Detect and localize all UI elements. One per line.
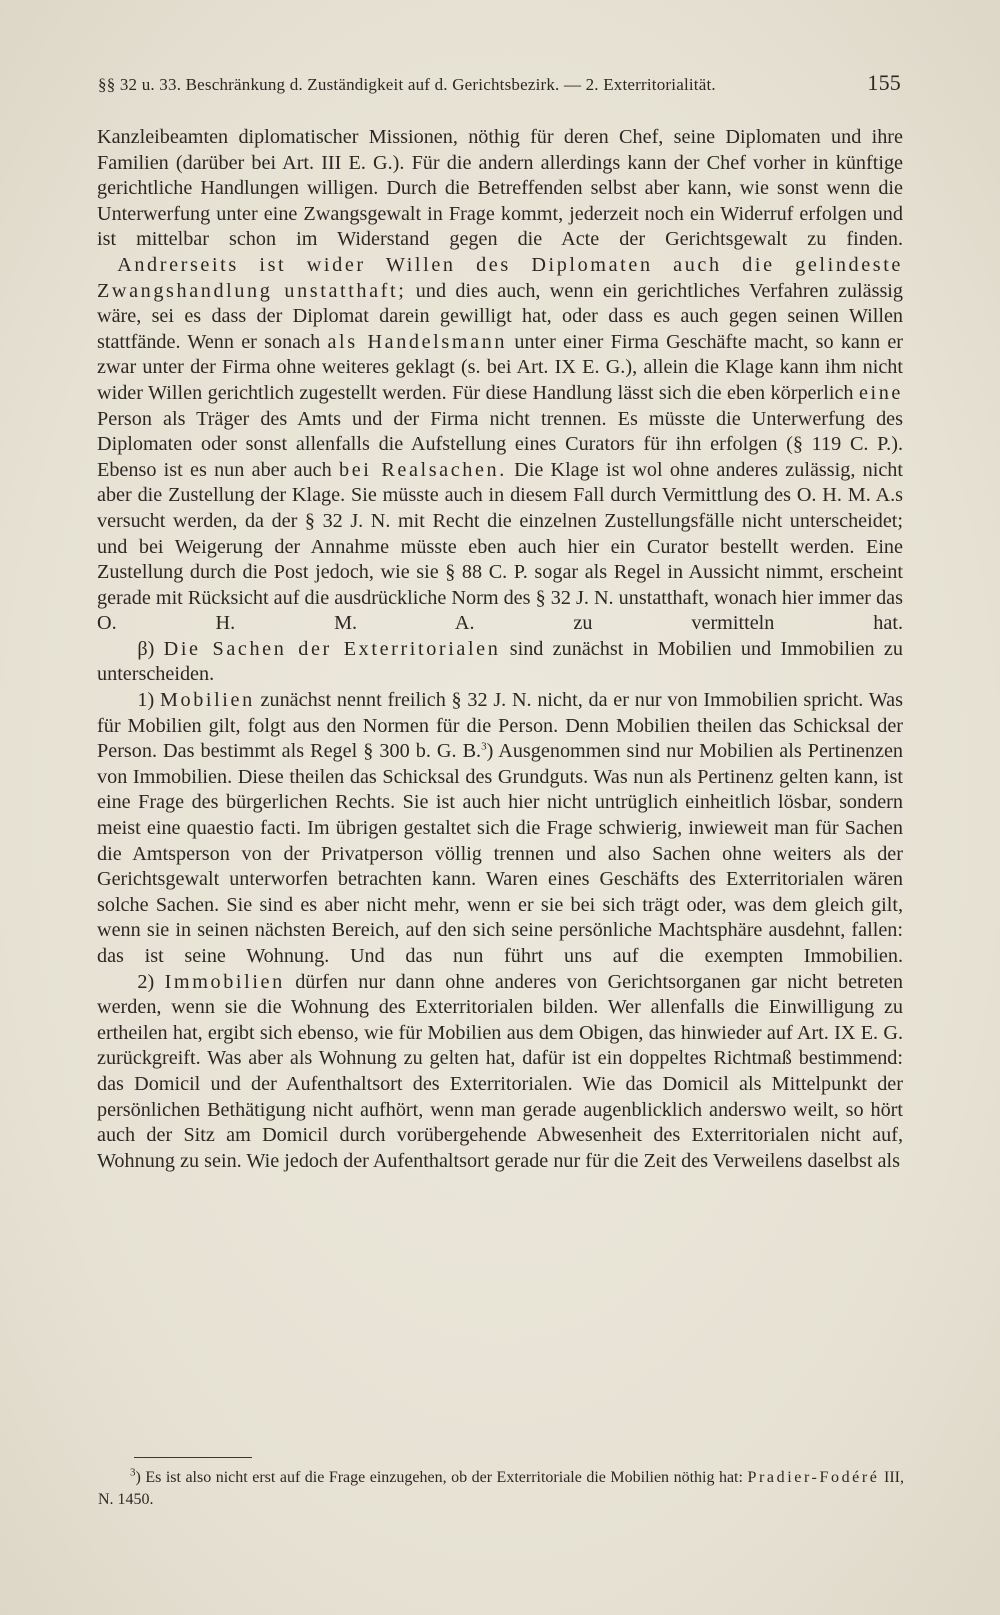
page-number: 155 xyxy=(867,70,901,95)
paragraph-2-text-b: unter einer Firma Geschäfte macht, so kann er zwar unter der Firma ohne weiteres geklagt (s. bei Art. IX E. G.), allein die Klage kann ihm nicht wider Willen gerichtlich zugestellt werden. Für diese Handlung lässt sich die eben körperlich xyxy=(97,330,903,404)
paragraph-3-text: sind zunächst in Mobilien und Immobilien zu unterscheiden. xyxy=(97,637,903,686)
emphasis-text: eine xyxy=(858,381,903,404)
paragraph-4-lead: 1) xyxy=(137,689,160,712)
paragraph-4-text-a: zunächst nennt freilich § 32 J. N. nicht, da er nur von Immobilien spricht. Was für Mobilien gilt, folgt aus den Normen für die Person. Denn Mobilien theilen das Schicksal der Person. Das bestimmt als Regel § 300 b. G. B. xyxy=(97,689,903,763)
emphasis-text: als Handelsmann xyxy=(327,330,508,353)
paragraph-1: Kanzleibeamten diplomatischer Missionen, nöthig für deren Chef, seine Diplomaten und ihre Familien (darüber bei Art. III E. G.). Für die andern allerdings kann der Chef vorher in künftige gerichtliche Handlungen willigen. Durch die Betreffenden selbst aber kann, wie sonst wenn die Unterwerfung unter eine Zwangsgewalt in Frage kommt, jederzeit noch ein Widerruf erfolgen und ist mittelbar schon im Widerstand gegen die Acte der Gerichtsgewalt zu finden. xyxy=(97,126,903,251)
footnote-text-a: ) Es ist also nicht erst auf die Frage einzugehen, ob der Exterritoriale die Mobilien nöthig hat: xyxy=(135,1469,748,1486)
footnote-reference: 3 xyxy=(481,740,487,753)
emphasis-text: bei Realsachen. xyxy=(339,458,507,481)
paragraph-2 xyxy=(97,253,903,637)
running-header xyxy=(98,70,901,96)
emphasis-text: Mobilien xyxy=(159,689,255,712)
body-text xyxy=(97,125,903,1174)
paragraph-5 xyxy=(97,970,903,1175)
paragraph-4-text-b: ) Ausgenommen sind nur Mobilien als Pertinenzen von Immobilien. Diese theilen das Schicksal des Grundguts. Was nun als Pertinenz gelten kann, ist eine Frage des bürgerlichen Rechts. Sie ist auch hier nicht untrüglich einheitlich lösbar, sondern meist eine quaestio facti. Im übrigen gestaltet sich die Frage schwierig, inwieweit man für Sachen die Amtsperson von der Privatperson völlig trennen und also Sachen ohne weiters als der Gerichtsgewalt unterworfen betrachten kann. Waren eines Geschäfts des Exterritorialen wären solche Sachen. Sie sind es aber nicht mehr, wenn er sie bei sich trägt oder, was dem gleich gilt, wenn sie in seinen nächsten Bereich, auf den sich seine persönliche Machtsphäre ausdehnt, fallen: das ist seine Wohnung. Und das nun führt uns auf die exempten Immobilien. xyxy=(97,740,904,967)
paragraph-3-lead: β) xyxy=(137,637,164,660)
footnote xyxy=(98,1467,904,1511)
paragraph-4 xyxy=(97,688,903,970)
footnote-divider xyxy=(134,1457,252,1458)
paragraph-2-text-c: Person als Träger des Amts und der Firma nicht trennen. Es müsste die Unterwerfung des Diplomaten oder sonst allenfalls die Aufstellung eines Curators für ihn erfolgen (§ 119 C. P.). Ebenso ist es nun aber auch xyxy=(97,407,903,481)
paragraph-2-text-a: und dies auch, wenn ein gerichtliches Verfahren zulässig wäre, sei es dass der Diplomat darein gewilligt hat, oder dass es auch gegen seinen Willen stattfände. Wenn er sonach xyxy=(97,279,903,353)
emphasis-text: Andrerseits ist wider Willen des Diplomaten auch die gelindeste Zwangshandlung unstatthaft; xyxy=(97,253,903,302)
paragraph-5-lead: 2) xyxy=(137,970,165,993)
footnote-text-b: III, N. 1450. xyxy=(98,1469,905,1508)
paragraph-2-text-d: Die Klage ist wol ohne anderes zulässig, nicht aber die Zustellung der Klage. Sie müsste auch in diesem Fall durch Vermittlung des O. H. M. A.s versucht werden, da der § 32 J. N. mit Recht die einzelnen Zustellungsfälle nicht unterscheidet; und bei Weigerung der Annahme müsste eben auch hier ein Curator bestellt werden. Eine Zustellung durch die Post jedoch, wie sie § 88 C. P. sogar als Regel in Aussicht nimmt, erscheint gerade mit Rücksicht auf die ausdrückliche Norm des § 32 J. N. unstatthaft, wonach hier immer das O. H. M. A. zu vermitteln hat. xyxy=(97,458,903,635)
paragraph-3 xyxy=(97,637,903,688)
emphasis-text: Immobilien xyxy=(164,970,285,993)
emphasis-text: Pradier-Fodéré xyxy=(747,1469,880,1486)
running-title: §§ 32 u. 33. Beschränkung d. Zuständigkeit auf d. Gerichtsbezirk. — 2. Exterritorialität. xyxy=(98,75,716,94)
emphasis-text: Die Sachen der Exterritorialen xyxy=(163,637,501,660)
paragraph-5-text: dürfen nur dann ohne anderes von Gerichtsorganen gar nicht betreten werden, wenn sie die Wohnung des Exterritorialen bilden. Wer allenfalls die Einwilligung zu ertheilen hat, ergibt sich ebenso, wie für Mobilien aus dem Obigen, das hinwieder auf Art. IX E. G. zurückgreift. Was aber als Wohnung zu gelten hat, dafür ist ein doppeltes Richtmaß bestimmend: das Domicil und der Aufenthaltsort des Exterritorialen. Wie das Domicil als Mittelpunkt der persönlichen Bethätigung nicht aufhört, wenn man gerade augenblicklich anderswo weilt, so hört auch der Sitz am Domicil durch vorübergehende Abwesenheit des Exterritorialen nicht auf, Wohnung zu sein. Wie jedoch der Aufenthaltsort gerade nur für die Zeit des Verweilens daselbst als xyxy=(97,970,903,1172)
footnote-marker: 3 xyxy=(130,1466,136,1479)
